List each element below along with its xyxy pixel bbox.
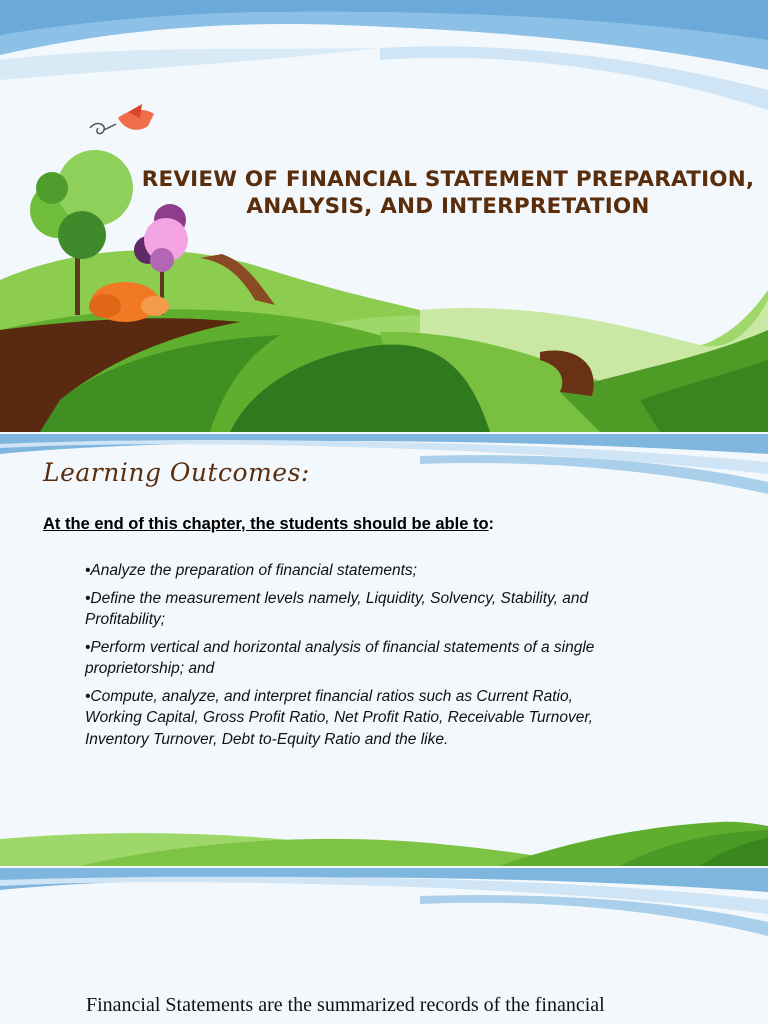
financial-statements-text: Financial Statements are the summarized records of the financial [86, 994, 605, 1016]
title-line-1: REVIEW OF FINANCIAL STATEMENT PREPARATION, [141, 167, 755, 192]
title-line-2: ANALYSIS, AND INTERPRETATION [246, 194, 650, 219]
learning-outcomes-heading: Learning Outcomes: [43, 458, 310, 487]
list-item: •Define the measurement levels namely, Liquidity, Solvency, Stability, and Profitability; [85, 589, 589, 628]
list-item: •Compute, analyze, and interpret financial ratios such as Current Ratio, Working Capital, Gross Profit Ratio, Net Profit Ratio, Receivable Turnover, Inventory Turnover, Debt to-Equity Ratio and the like. [85, 687, 593, 748]
slide-title [140, 166, 756, 220]
title-slide [0, 0, 768, 432]
outcomes-intro [43, 515, 494, 534]
outcomes-intro-underlined: At the end of this chapter, the students should be able to [43, 515, 489, 533]
outcomes-list [85, 560, 605, 756]
list-item: •Perform vertical and horizontal analysis of financial statements of a single proprietorship; and [85, 638, 595, 677]
list-item: •Analyze the preparation of financial statements; [85, 562, 417, 579]
outcomes-intro-colon: : [488, 515, 495, 533]
